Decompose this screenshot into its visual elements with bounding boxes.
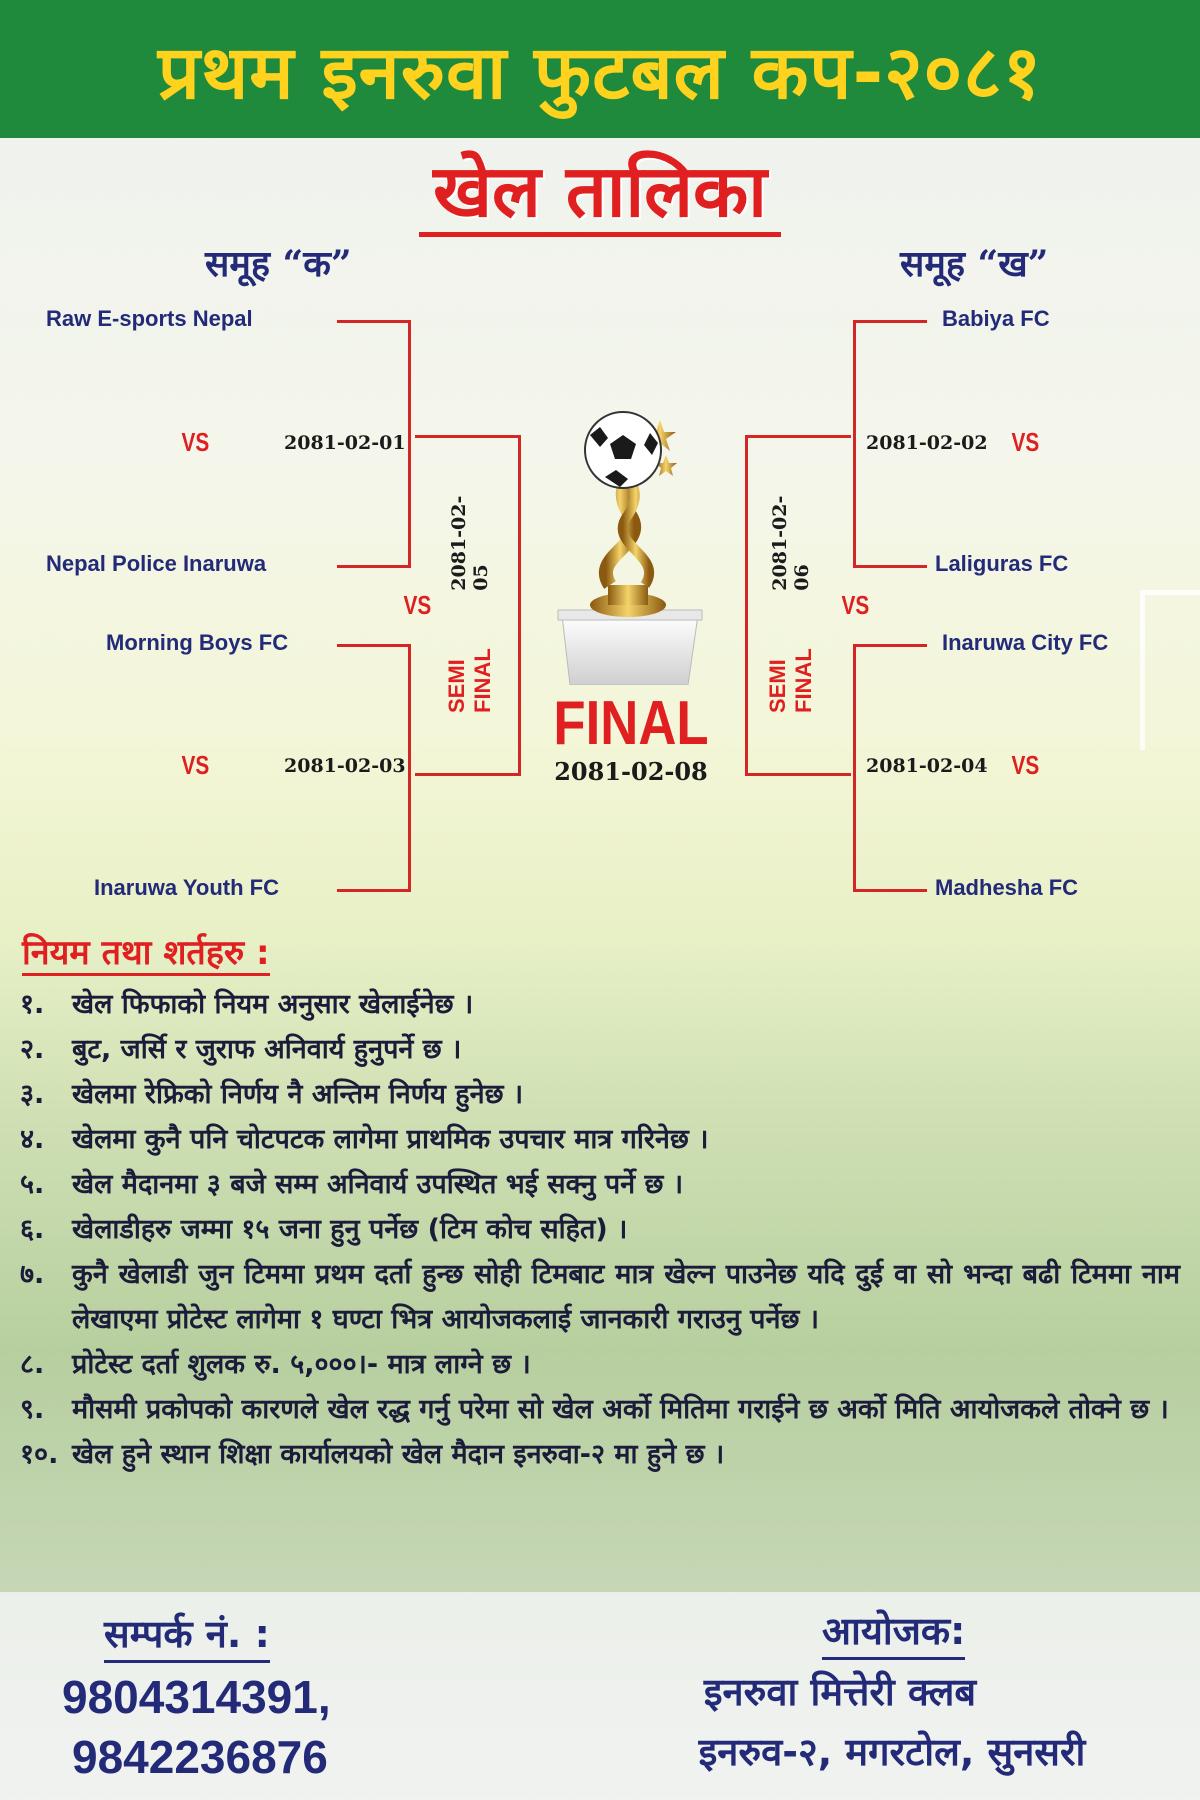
vs-label-semi-left: VS [403,590,432,620]
list-item [20,1342,1180,1387]
team-inaruwa-city: Inaruwa City FC [942,630,1109,655]
team-morning-boys: Morning Boys FC [106,630,289,655]
final-label: FINAL [553,689,709,758]
rules-heading [22,928,270,974]
tournament-title: प्रथम इनरुवा फुटबल कप-२०८१ [157,29,1043,116]
bracket-line [415,435,521,438]
bracket-line [853,320,927,323]
rule-number: ३. [20,1079,45,1110]
rule-number: ५. [20,1169,45,1200]
trophy-icon [550,405,710,685]
rule-number: १०. [20,1439,59,1470]
rule-number: ८. [20,1349,45,1380]
list-item [20,982,1180,1027]
team-nepal-police: Nepal Police Inaruwa [46,551,267,576]
semi-final-label: SEMI FINAL [765,648,816,713]
list-item [20,1207,1180,1252]
bracket-line [853,565,927,568]
team-raw-esports: Raw E-sports Nepal [46,306,253,331]
list-item [20,1252,1180,1342]
organizer-name: इनरुवा मित्तेरी क्लब [703,1670,977,1714]
rule-text: खेलमा कुनै पनि चोटपटक लागेमा प्राथमिक उपचार मात्र गरिनेछ । [72,1124,709,1155]
rule-text: खेलमा रेफ्रिको निर्णय नै अन्तिम निर्णय हुनेछ । [72,1079,524,1110]
team-laliguras: Laliguras FC [935,551,1069,576]
list-item [20,1072,1180,1117]
rule-text: खेल फिफाको नियम अनुसार खेलाईनेछ । [72,989,474,1020]
schedule-heading: खेल तालिका [419,150,781,237]
bracket-line [337,644,411,647]
vs-label-match3: VS [181,750,210,780]
list-item [20,1117,1180,1162]
rule-number: ९. [20,1394,45,1425]
bracket-line [518,435,521,776]
rules-heading-text: नियम तथा शर्तहरु : [22,933,270,976]
rules-list [20,982,1180,1477]
bracket-line [745,773,851,776]
phone-number-2: 9842236876 [72,1731,328,1783]
bracket-line [853,644,856,892]
final-date: 2081-02-08 [554,757,708,786]
phone-number-1: 9804314391, [62,1671,331,1723]
match1-date: 2081-02-01 [284,432,406,454]
bracket-line [408,320,411,568]
bracket-line [853,320,856,568]
bracket-line [408,644,411,892]
match3-date: 2081-02-03 [284,755,406,777]
organizer-address: इनरुव-२, मगरटोल, सुनसरी [698,1730,1086,1774]
team-madhesha: Madhesha FC [935,875,1079,900]
rule-number: २. [20,1034,45,1065]
rule-number: ७. [20,1259,45,1290]
list-item [20,1387,1180,1432]
rule-text: प्रोटेस्ट दर्ता शुलक रु. ५,०००।- मात्र लाग्ने छ । [72,1349,531,1380]
rule-number: १. [20,989,45,1020]
team-inaruwa-youth: Inaruwa Youth FC [94,875,279,900]
bracket-line [337,320,411,323]
list-item [20,1432,1180,1477]
group-a-label: समूह “क” [205,243,352,285]
semi-final-left [444,493,495,713]
rule-text: कुनै खेलाडी जुन टिममा प्रथम दर्ता हुन्छ सोही टिमबाट मात्र खेल्न पाउनेछ यदि दुई वा सो भन्दा बढी टिममा नाम लेखाएमा प्रोटेस्ट लागेमा १ घण्टा भित्र आयोजकलाई जानकारी गराउनु पर्नेछ । [72,1259,1180,1335]
match4-date: 2081-02-04 [866,755,988,777]
rule-text: खेल हुने स्थान शिक्षा कार्यालयको खेल मैदान इनरुवा-२ मा हुने छ । [72,1439,725,1470]
semi-final-right-date: 2081-02-06 [769,495,813,591]
semi-final-left-date: 2081-02-05 [448,495,492,591]
schedule-heading-wrap [0,150,1200,237]
semi-final-right [765,493,816,713]
bracket-line [745,435,748,776]
list-item [20,1162,1180,1207]
team-babiya: Babiya FC [942,306,1050,331]
organizer-label: आयोजक: [822,1605,965,1660]
rule-text: बुट, जर्सि र जुराफ अनिवार्य हुनुपर्ने छ । [72,1034,462,1065]
rule-text: खेलाडीहरु जम्मा १५ जना हुनु पर्नेछ (टिम कोच सहित) । [72,1214,628,1245]
vs-label-match1: VS [181,427,210,457]
bracket-line [853,889,927,892]
rule-number: ६. [20,1214,45,1245]
goalpost-decoration [1140,590,1200,750]
bracket-line [337,565,411,568]
vs-label-match2: VS [1011,427,1040,457]
rule-number: ४. [20,1124,45,1155]
match2-date: 2081-02-02 [866,432,988,454]
rule-text: मौसमी प्रकोपको कारणले खेल रद्ध गर्नु परेमा सो खेल अर्को मितिमा गराईने छ अर्को मिति आयोजकले तोक्ने छ । [72,1394,1169,1425]
bracket-line [853,644,927,647]
semi-final-label: SEMI FINAL [444,648,495,713]
bracket-line [745,435,851,438]
list-item [20,1027,1180,1072]
contact-label: सम्पर्क नं. : [104,1608,270,1663]
vs-label-match4: VS [1011,750,1040,780]
header-banner [0,0,1200,138]
rule-text: खेल मैदानमा ३ बजे सम्म अनिवार्य उपस्थित भई सक्नु पर्ने छ । [72,1169,684,1200]
bracket-line [337,889,411,892]
group-b-label: समूह “ख” [900,243,1049,285]
vs-label-semi-right: VS [841,590,870,620]
bracket-line [415,773,521,776]
